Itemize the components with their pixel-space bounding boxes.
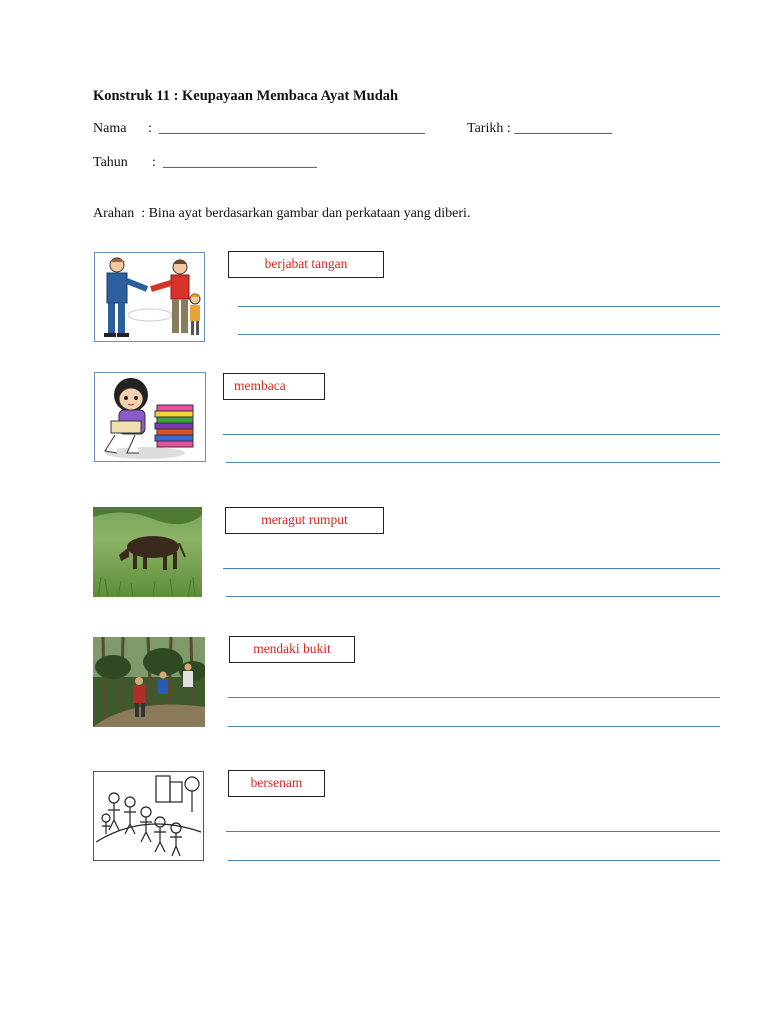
writing-line[interactable]: [238, 306, 720, 307]
nama-field[interactable]: : ______________________________________: [148, 121, 425, 136]
tahun-field[interactable]: : ______________________: [152, 155, 317, 170]
writing-line[interactable]: [238, 334, 720, 335]
label-mendaki-bukit: mendaki bukit: [229, 636, 355, 663]
writing-line[interactable]: [228, 726, 720, 727]
tarikh-field[interactable]: Tarikh : ______________: [467, 121, 613, 136]
cow-grazing-photo: [93, 507, 202, 597]
writing-line[interactable]: [223, 434, 720, 435]
instructions: Arahan : Bina ayat berdasarkan gambar dan perkataan yang diberi.: [93, 206, 471, 221]
handshake-picture: [94, 252, 205, 342]
writing-line[interactable]: [226, 831, 720, 832]
writing-line[interactable]: [226, 596, 720, 597]
writing-line[interactable]: [223, 568, 720, 569]
label-membaca: membaca: [223, 373, 325, 400]
writing-line[interactable]: [228, 860, 720, 861]
hiking-photo: [93, 637, 205, 727]
worksheet-title: Konstruk 11 : Keupayaan Membaca Ayat Mudah: [93, 88, 399, 104]
label-meragut-rumput: meragut rumput: [225, 507, 384, 534]
label-bersenam: bersenam: [228, 770, 325, 797]
nama-label: Nama: [93, 121, 127, 136]
exercise-line-drawing: [93, 771, 204, 861]
label-berjabat-tangan: berjabat tangan: [228, 251, 384, 278]
writing-line[interactable]: [226, 462, 720, 463]
girl-reading-picture: [94, 372, 206, 462]
tahun-label: Tahun: [93, 155, 128, 170]
writing-line[interactable]: [228, 697, 720, 698]
